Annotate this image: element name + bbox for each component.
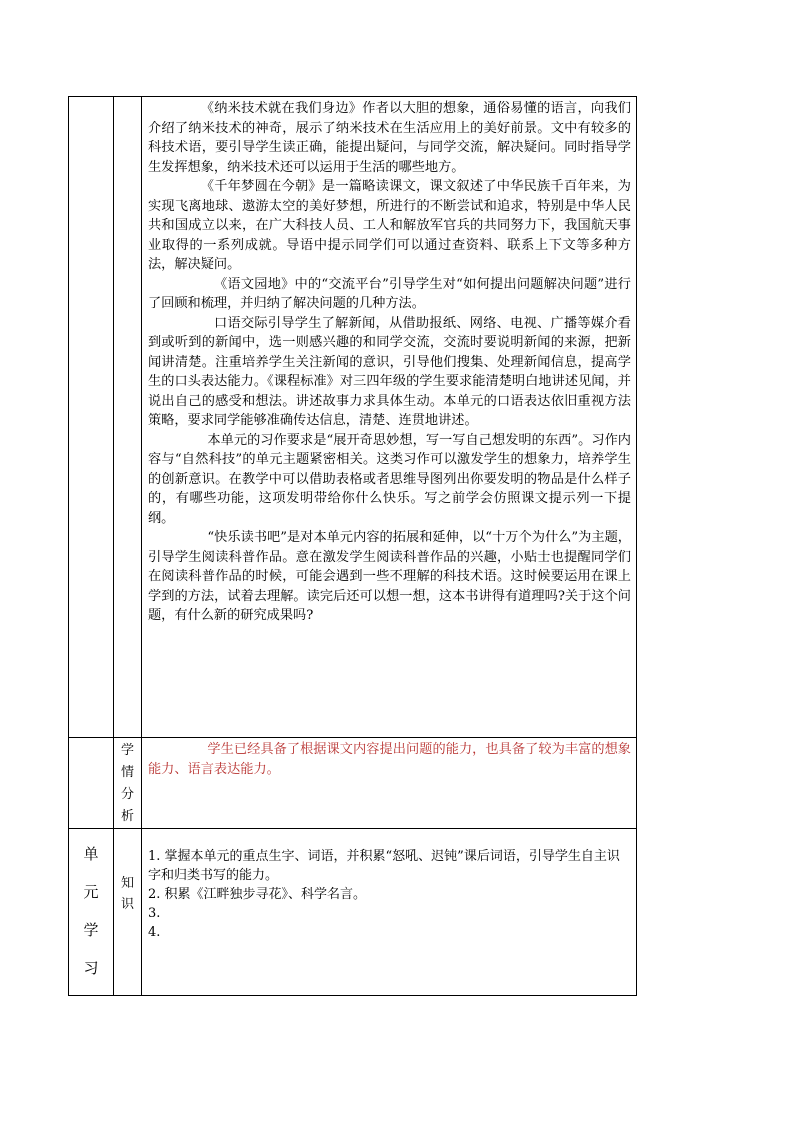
- unit-row: [69, 829, 637, 996]
- list-item: 3.: [148, 906, 161, 921]
- intro-row: [69, 97, 637, 738]
- analysis-row: [69, 738, 637, 829]
- intro-paragraph: 《纳米技术就在我们身边》作者以大胆的想象，通俗易懂的语言，向我们介绍了纳米技术的神奇，展示了纳米技术在生活应用上的美好前景。文中有较多的科技术语，要引导学生读正确，能提出疑问，与同学交流，解决疑问。同时指导学生发挥想象，纳米技术还可以运用于生活的哪些地方。: [148, 101, 631, 175]
- unit-label: 单 元 学 习: [69, 829, 114, 996]
- analysis-label: 学 情 分 析: [114, 738, 142, 829]
- intro-paragraph: 本单元的习作要求是“展开奇思妙想，写一写自己想发明的东西”。习作内容与“自然科技”的单元主题紧密相关。这类习作可以激发学生的想象力，培养学生的创新意识。在教学中可以借助表格或者思维导图列出你要发明的物品是什么样子的，有哪些功能，这项发明带给你什么快乐。写之前学会仿照课文提示列一下提纲。: [148, 432, 631, 526]
- knowledge-list: [142, 829, 637, 996]
- intro-paragraph: “快乐读书吧”是对本单元内容的拓展和延伸，以“十万个为什么”为主题，引导学生阅读科普作品。意在激发学生阅读科普作品的兴趣，小贴士也提醒同学们在阅读科普作品的时候，可能会遇到一些不理解的科技术语。这时候要运用在课上学到的方法，试着去理解。读完后还可以想一想，这本书讲得有道理吗?关于这个问题，有什么新的研究成果吗?: [148, 530, 631, 623]
- intro-content: [142, 97, 637, 738]
- intro-paragraph: 《千年梦圆在今朝》是一篇略读课文，课文叙述了中华民族千百年来，为实现飞离地球、遨游太空的美好梦想，所进行的不断尝试和追求，特别是中华人民共和国成立以来，在广大科技人员、工人和解放军官兵的共同努力下，我国航天事业取得的一系列成就。导语中提示同学们可以通过查资料、联系上下文等多种方法，解决疑问。: [148, 179, 631, 272]
- intro-paragraph: 《语文园地》中的“交流平台”引导学生对“如何提出问题解决问题”进行了回顾和梳理，并归纳了解决问题的几种方法。: [148, 276, 631, 311]
- empty-cell-1: [69, 97, 114, 738]
- empty-cell-2: [114, 97, 142, 738]
- list-item: 2. 积累《江畔独步寻花》、科学名言。: [148, 887, 367, 902]
- analysis-text: 学生已经具备了根据课文内容提出问题的能力，也具备了较为丰富的想象能力、语言表达能力。: [148, 742, 631, 777]
- lesson-plan-table: [68, 96, 637, 996]
- list-item: 4.: [148, 925, 161, 940]
- analysis-content: [142, 738, 637, 829]
- knowledge-label: 知 识: [114, 829, 142, 996]
- list-item: 1. 掌握本单元的重点生字、词语，并积累“怒吼、迟钝”课后词语，引导学生自主识字和归类书写的能力。: [148, 849, 620, 883]
- intro-paragraph: 口语交际引导学生了解新闻，从借助报纸、网络、电视、广播等媒介看到或听到的新闻中，选一则感兴趣的和同学交流，交流时要说明新闻的来源，把新闻讲清楚。注重培养学生关注新闻的意识，引导他们搜集、处理新闻信息，提高学生的口头表达能力。《课程标准》对三四年级的学生要求能清楚明白地讲述见闻，并说出自己的感受和想法。讲述故事力求具体生动。本单元的口语表达依旧重视方法策略，要求同学能够准确传达信息，清楚、连贯地讲述。: [148, 315, 631, 428]
- empty-cell-3: [69, 738, 114, 829]
